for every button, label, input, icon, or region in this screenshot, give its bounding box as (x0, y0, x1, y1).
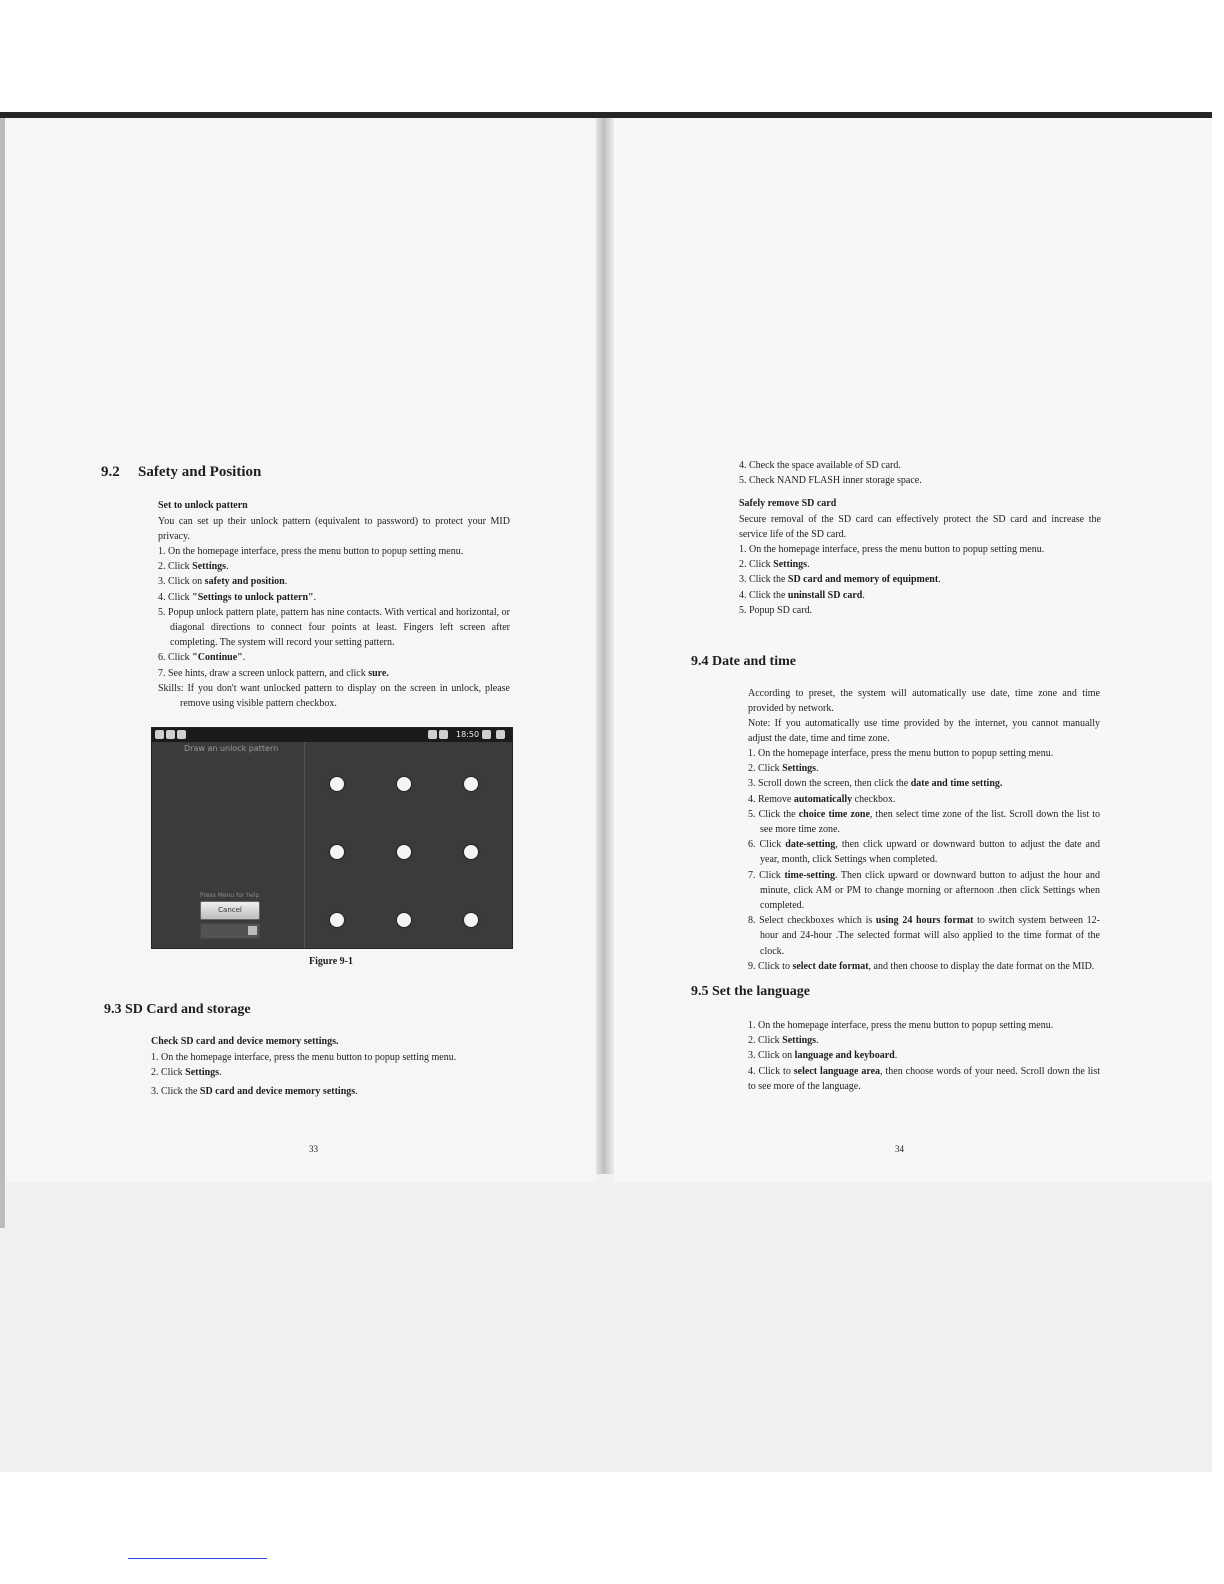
safely-remove-section (739, 498, 1101, 618)
arrow-down-icon (248, 926, 257, 935)
step-item: 1. On the homepage interface, press the menu button to popup setting menu. (151, 1052, 457, 1063)
app-icon (155, 730, 164, 739)
step-item: 5. Check NAND FLASH inner storage space. (739, 475, 922, 487)
step-item: 3. Click on safety and position. (158, 576, 288, 588)
step-item: 9. Click to select date format, and then choose to display the date format on the MID. (748, 960, 1095, 972)
step-item: 2. Click Settings. (748, 763, 819, 775)
menu-icon (482, 730, 491, 739)
step-item: 6. Click "Continue". (158, 652, 246, 664)
pattern-dot[interactable] (397, 777, 411, 791)
note-paragraph: Note: If you automatically use time provided by the internet, you cannot manually adjust the date, time and time zone. (748, 718, 1100, 744)
status-time: 18:50 (456, 730, 480, 739)
signal-icon (439, 730, 448, 739)
pattern-screen-title: Draw an unlock pattern (184, 744, 279, 753)
section-9-3-body (151, 1036, 511, 1100)
intro-paragraph: According to preset, the system will automatically use date, time zone and time provided by network. (748, 688, 1100, 714)
notification-icon (177, 730, 186, 739)
step-item: 2. Click Settings. (151, 1067, 222, 1079)
subheading-safely-remove: Safely remove SD card (739, 498, 837, 509)
step-item: 4. Click "Settings to unlock pattern". (158, 591, 317, 603)
step-item: 3. Scroll down the screen, then click the date and time setting. (748, 778, 1003, 790)
continue-button[interactable] (200, 923, 260, 939)
page-number-left: 33 (309, 1144, 318, 1154)
step-item: 5. Popup SD card. (739, 604, 813, 616)
step-item: 7. See hints, draw a screen unlock pattern, and click sure. (158, 667, 389, 679)
section-9-5-title: 9.5 Set the language (691, 984, 810, 999)
pattern-dot[interactable] (330, 777, 344, 791)
steps-list (158, 544, 510, 681)
step-item: 2. Click Settings. (748, 1035, 819, 1047)
section-9-2-body (158, 500, 510, 711)
step-item: 3. Click the SD card and device memory settings. (151, 1086, 358, 1098)
pattern-dot[interactable] (464, 845, 478, 859)
step-item: 1. On the homepage interface, press the menu button to popup setting menu. (748, 748, 1054, 759)
section-9-4-title: 9.4 Date and time (691, 654, 796, 669)
page-right (614, 118, 1212, 1182)
back-icon (496, 730, 505, 739)
pattern-dot[interactable] (330, 913, 344, 927)
pattern-dot[interactable] (464, 777, 478, 791)
cancel-button[interactable]: Cancel (200, 901, 260, 920)
usb-icon (166, 730, 175, 739)
step-item: 1. On the homepage interface, press the menu button to popup setting menu. (739, 544, 1045, 555)
intro-paragraph: Secure removal of the SD card can effectively protect the SD card and increase the service life of the SD card. (739, 514, 1101, 540)
intro-paragraph: You can set up their unlock pattern (equivalent to password) to protect your MID privacy. (158, 516, 510, 542)
section-9-2-number: 9.2 (101, 464, 120, 480)
step-item: 2. Click Settings. (739, 559, 810, 571)
step-item: 8. Select checkboxes which is using 24 hours format to switch system between 12-hour and 24-hour .The selected format will also applied to the time format of the clock. (748, 915, 1100, 957)
step-item: 5. Click the choice time zone, then select time zone of the list. Scroll down the list to see more time zone. (748, 808, 1100, 836)
screen-divider (304, 742, 305, 948)
step-item: 4. Click the uninstall SD card. (739, 589, 865, 601)
footer-link-underline (128, 1558, 267, 1559)
subheading-check-sd: Check SD card and device memory settings. (151, 1036, 339, 1047)
step-item: 5. Popup unlock pattern plate, pattern has nine contacts. With vertical and horizontal, or diagonal directions to connect four points at least. Fingers left screen after completing. The system will record your setting pattern. (158, 606, 510, 649)
page-left (5, 118, 596, 1182)
section-9-5-body (748, 1018, 1100, 1094)
step-item: 2. Click Settings. (158, 561, 229, 573)
step-item: 3. Click on language and keyboard. (748, 1050, 898, 1062)
step-item: 1. On the homepage interface, press the menu button to popup setting menu. (748, 1020, 1054, 1031)
book-spine (596, 118, 614, 1174)
battery-icon (428, 730, 437, 739)
unlock-pattern-screenshot (151, 727, 513, 949)
page-number-right: 34 (895, 1144, 904, 1154)
device-status-bar (152, 728, 512, 742)
step-item: 4. Click to select language area, then choose words of your need. Scroll down the list to see more of the language. (748, 1065, 1100, 1092)
pattern-dot[interactable] (464, 913, 478, 927)
sd-check-continued (739, 458, 1101, 488)
step-item: 4. Check the space available of SD card. (739, 460, 901, 471)
section-9-3-title: 9.3 SD Card and storage (104, 1002, 251, 1017)
step-item: 6. Click date-setting, then click upward or downward button to adjust the date and year, month, click Settings when completed. (748, 839, 1100, 866)
section-9-2-title: Safety and Position (138, 464, 262, 480)
section-9-4-body (748, 686, 1100, 974)
subheading-unlock-pattern: Set to unlock pattern (158, 500, 248, 511)
step-item: 7. Click time-setting. Then click upward or downward button to adjust the hour and minute, click AM or PM to change morning or afternoon .then click Settings when completed. (748, 869, 1100, 912)
book-spread (0, 112, 1212, 1472)
pattern-dot[interactable] (397, 913, 411, 927)
step-item: 1. On the homepage interface, press the menu button to popup setting menu. (158, 546, 464, 557)
step-item: 4. Remove automatically checkbox. (748, 793, 896, 805)
pattern-dot[interactable] (397, 845, 411, 859)
press-menu-hint: Press Menu for help (200, 892, 260, 899)
step-item: 3. Click the SD card and memory of equipment. (739, 574, 941, 586)
pattern-dot[interactable] (330, 845, 344, 859)
figure-caption: Figure 9-1 (309, 956, 353, 967)
skills-note: Skills: If you don't want unlocked pattern to display on the screen in unlock, please remove using visible pattern checkbox. (158, 682, 510, 710)
